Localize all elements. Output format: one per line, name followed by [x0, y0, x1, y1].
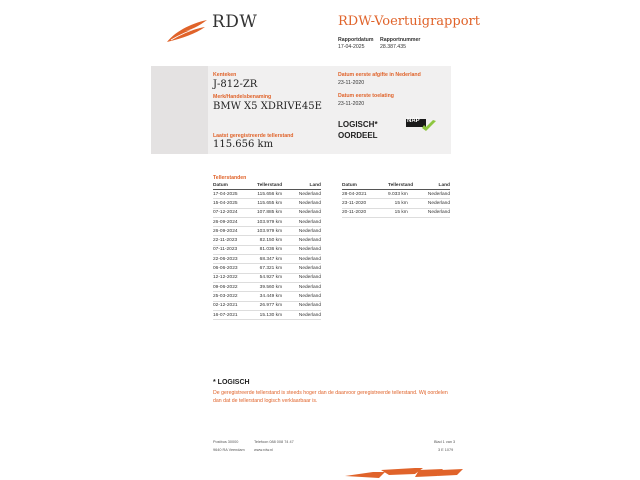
- footer-page: Blad 1 van 3: [434, 440, 456, 444]
- document-title: RDW-Voertuigrapport: [338, 14, 480, 29]
- report-number: 28.387.435: [380, 44, 406, 50]
- col-country: Land: [422, 182, 450, 190]
- table-row: [213, 282, 321, 291]
- row-date: 26-09-2024: [213, 227, 257, 236]
- row-date: 23-11-2020: [342, 199, 388, 208]
- report-date-label: Rapportdatum: [338, 37, 374, 43]
- model: BMW X5 XDRIVE45E: [213, 101, 322, 112]
- first-nl-date: 23-11-2020: [338, 80, 365, 86]
- readings-table-right: [342, 182, 450, 218]
- row-country: Nederland: [296, 255, 321, 264]
- row-date: 28-04-2021: [342, 190, 388, 199]
- row-country: Nederland: [296, 190, 321, 199]
- row-reading: 15 km: [388, 208, 422, 217]
- row-country: Nederland: [422, 208, 450, 217]
- row-country: Nederland: [296, 245, 321, 254]
- last-reading: 115.656 km: [213, 139, 274, 150]
- report-number-label: Rapportnummer: [380, 37, 421, 43]
- row-country: Nederland: [296, 227, 321, 236]
- first-admission-date: 23-11-2020: [338, 101, 365, 107]
- table-row: [342, 190, 450, 199]
- col-date: Datum: [213, 182, 257, 190]
- readings-title: Tellerstanden: [213, 175, 247, 181]
- note-title: * LOGISCH: [213, 379, 250, 386]
- row-reading: 15 km: [388, 199, 422, 208]
- row-date: 25-03-2022: [213, 292, 257, 301]
- vehicle-panel-side: [151, 66, 208, 154]
- table-row: [213, 273, 321, 282]
- table-row: [213, 264, 321, 273]
- row-country: Nederland: [296, 282, 321, 291]
- table-row: [213, 190, 321, 199]
- row-date: 09-06-2022: [213, 282, 257, 291]
- footer-postbus: Postbus 30000: [213, 440, 239, 444]
- plate-label: Kenteken: [213, 72, 237, 78]
- table-row: [213, 236, 321, 245]
- row-date: 07-11-2023: [213, 245, 257, 254]
- row-reading: 107.885 km: [257, 208, 296, 217]
- table-row: [213, 199, 321, 208]
- row-country: Nederland: [422, 190, 450, 199]
- model-label: Merk/Handelsbenaming: [213, 94, 272, 100]
- table-row: [213, 208, 321, 217]
- row-reading: 103.979 km: [257, 217, 296, 226]
- first-admission-label: Datum eerste toelating: [338, 93, 394, 99]
- row-country: Nederland: [296, 310, 321, 319]
- row-reading: 115.656 km: [257, 190, 296, 199]
- row-country: Nederland: [296, 264, 321, 273]
- col-reading: Tellerstand: [257, 182, 296, 190]
- note-text: De geregistreerde tellerstand is steeds hoger dan de daarvoor geregistreerde tellerstand. Wij oordelen dan dat de tellerstand logisch verklaarbaar is.: [213, 390, 448, 404]
- row-reading: 26.977 km: [257, 301, 296, 310]
- verdict-line1: LOGISCH*: [338, 120, 378, 129]
- row-country: Nederland: [296, 217, 321, 226]
- row-reading: 54.927 km: [257, 273, 296, 282]
- row-reading: 15.130 km: [257, 310, 296, 319]
- table-row: [213, 245, 321, 254]
- table-row: [213, 301, 321, 310]
- footer-code: 3 E 1079: [438, 448, 454, 452]
- row-date: 22-11-2023: [213, 236, 257, 245]
- first-nl-label: Datum eerste afgifte in Nederland: [338, 72, 421, 78]
- table-row: [213, 310, 321, 319]
- table-row: [213, 255, 321, 264]
- row-reading: 68.347 km: [257, 255, 296, 264]
- footer-website: www.rdw.nl: [254, 448, 273, 452]
- table-row: [213, 217, 321, 226]
- row-country: Nederland: [296, 236, 321, 245]
- row-reading: 81.036 km: [257, 245, 296, 254]
- row-reading: 67.321 km: [257, 264, 296, 273]
- verdict-line2: OORDEEL: [338, 131, 378, 140]
- row-date: 16-07-2021: [213, 310, 257, 319]
- last-reading-label: Laatst geregistreerde tellerstand: [213, 133, 294, 139]
- row-country: Nederland: [296, 292, 321, 301]
- col-reading: Tellerstand: [388, 182, 422, 190]
- row-country: Nederland: [422, 199, 450, 208]
- row-date: 06-06-2023: [213, 264, 257, 273]
- row-reading: 115.655 km: [257, 199, 296, 208]
- row-reading: 82.150 km: [257, 236, 296, 245]
- logo-text: RDW: [212, 12, 258, 32]
- row-reading: 39.560 km: [257, 282, 296, 291]
- table-row: [213, 227, 321, 236]
- table-row: [342, 208, 450, 217]
- row-reading: 34.449 km: [257, 292, 296, 301]
- table-row: [213, 292, 321, 301]
- row-country: Nederland: [296, 273, 321, 282]
- row-date: 07-12-2024: [213, 208, 257, 217]
- row-date: 15-04-2025: [213, 199, 257, 208]
- row-date: 02-12-2021: [213, 301, 257, 310]
- row-date: 12-12-2022: [213, 273, 257, 282]
- report-date: 17-04-2025: [338, 44, 365, 50]
- table-row: [342, 199, 450, 208]
- row-date: 26-09-2024: [213, 217, 257, 226]
- row-reading: 103.979 km: [257, 227, 296, 236]
- nap-logo-text: NAP: [407, 118, 420, 124]
- row-date: 20-11-2020: [342, 208, 388, 217]
- row-date: 17-04-2025: [213, 190, 257, 199]
- col-date: Datum: [342, 182, 388, 190]
- row-reading: 9.033 km: [388, 190, 422, 199]
- nap-logo-icon: [406, 118, 436, 130]
- footer-decoration-icon: [345, 466, 463, 480]
- rdw-logo-icon: [165, 18, 209, 44]
- row-country: Nederland: [296, 199, 321, 208]
- row-date: 22-06-2023: [213, 255, 257, 264]
- row-country: Nederland: [296, 301, 321, 310]
- readings-table-left: [213, 182, 321, 320]
- col-country: Land: [296, 182, 321, 190]
- plate: J-812-ZR: [213, 79, 258, 90]
- row-country: Nederland: [296, 208, 321, 217]
- footer-city: 9640 RA Veendam: [213, 448, 245, 452]
- footer-telephone: Telefoon 088 008 74 47: [254, 440, 294, 444]
